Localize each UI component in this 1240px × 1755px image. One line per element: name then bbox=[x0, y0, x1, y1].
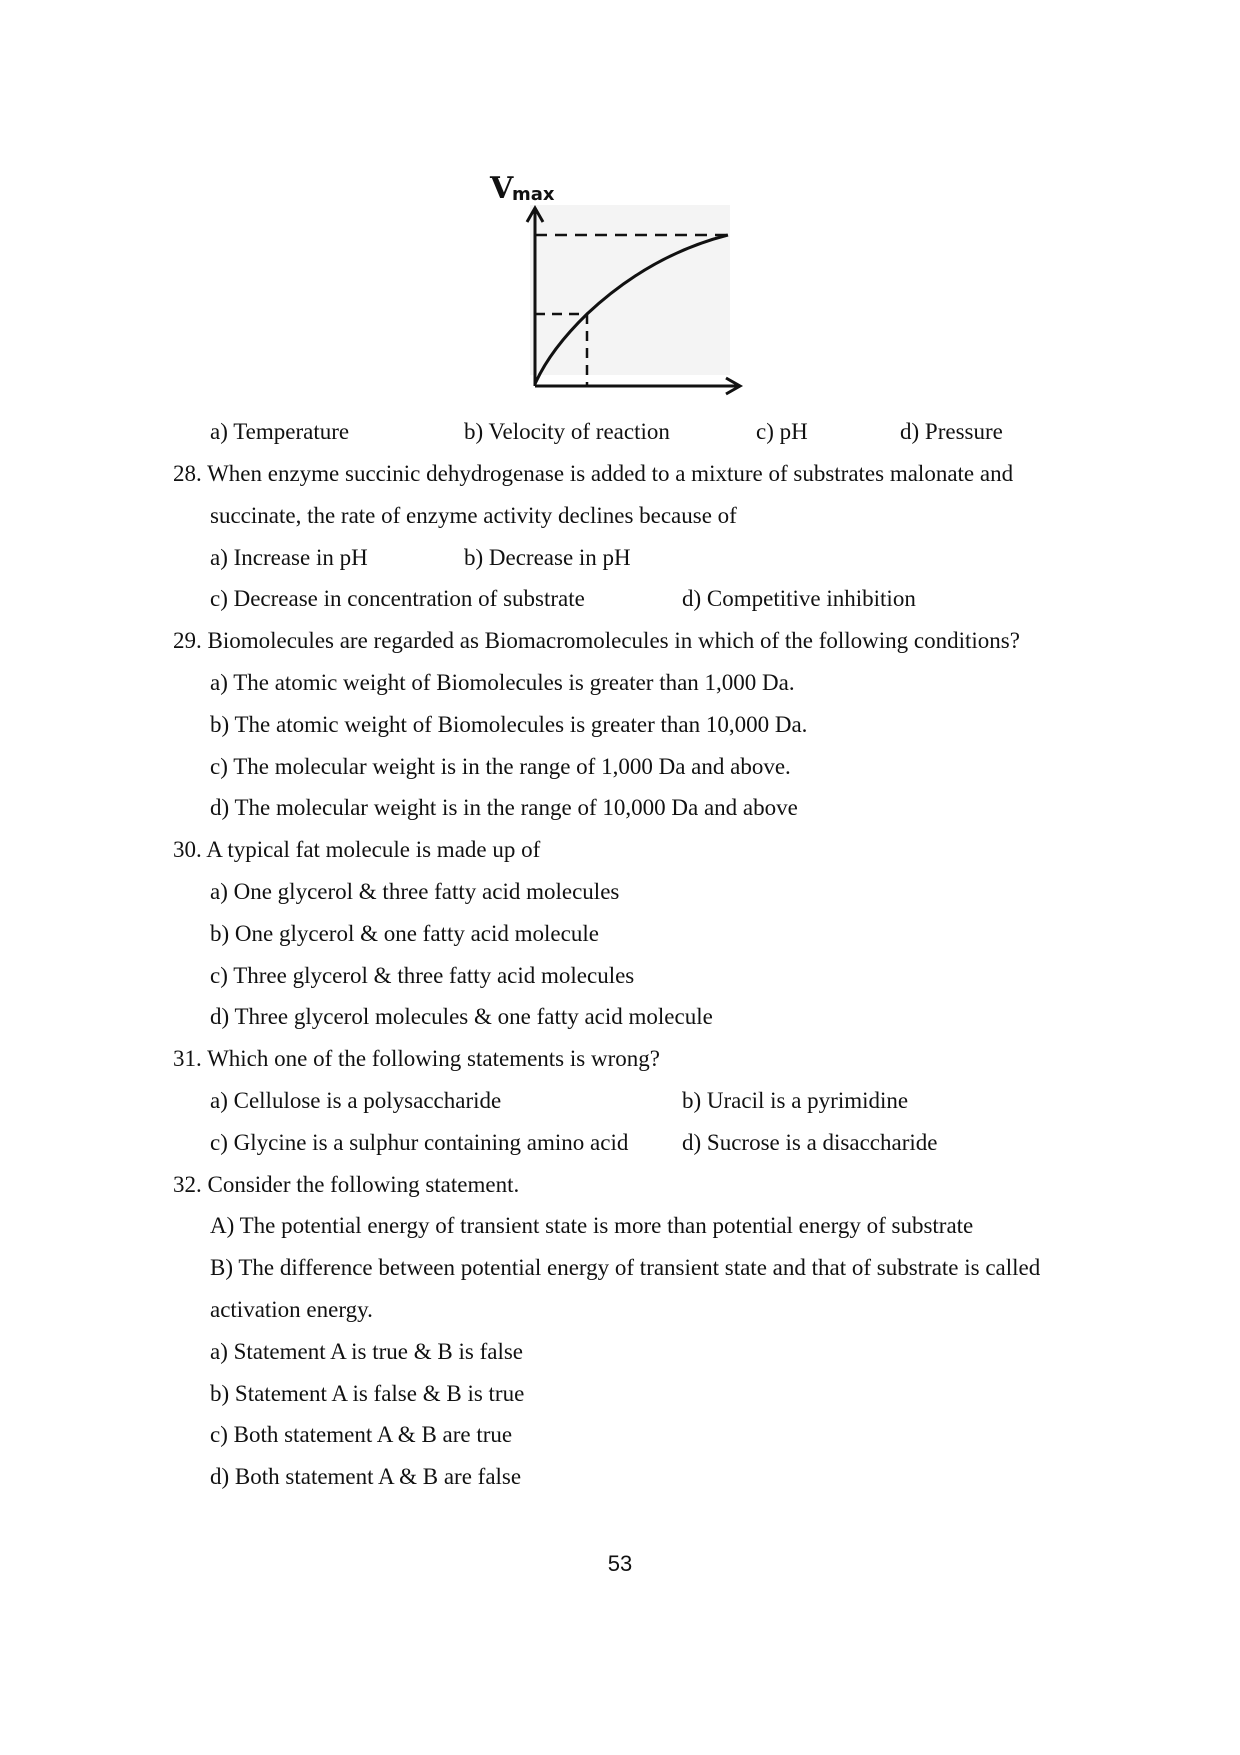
q29-option-b: b) The atomic weight of Biomolecules is greater than 10,000 Da. bbox=[210, 712, 808, 737]
graph-background bbox=[530, 205, 730, 375]
q30-option-c: c) Three glycerol & three fatty acid molecules bbox=[210, 963, 635, 988]
q30-option-d: d) Three glycerol molecules & one fatty acid molecule bbox=[210, 1004, 713, 1029]
q29-option-d: d) The molecular weight is in the range of 10,000 Da and above bbox=[210, 795, 798, 820]
q32-option-d: d) Both statement A & B are false bbox=[210, 1464, 522, 1489]
q29-option-a: a) The atomic weight of Biomolecules is greater than 1,000 Da. bbox=[210, 670, 795, 695]
q27-option-a: a) Temperature bbox=[210, 419, 350, 444]
q28-option-d: d) Competitive inhibition bbox=[682, 586, 916, 611]
q29-stem: 29. Biomolecules are regarded as Biomacromolecules in which of the following conditions? bbox=[173, 628, 1020, 653]
q29-option-c: c) The molecular weight is in the range of 1,000 Da and above. bbox=[210, 754, 791, 779]
q32-option-b: b) Statement A is false & B is true bbox=[210, 1381, 525, 1406]
q30-option-a: a) One glycerol & three fatty acid molecules bbox=[210, 879, 620, 904]
q28-option-c: c) Decrease in concentration of substrate bbox=[210, 586, 585, 611]
q31-stem: 31. Which one of the following statements is wrong? bbox=[173, 1046, 660, 1071]
q31-option-c: c) Glycine is a sulphur containing amino acid bbox=[210, 1130, 629, 1155]
q27-option-d: d) Pressure bbox=[900, 419, 1003, 444]
q32-option-c: c) Both statement A & B are true bbox=[210, 1422, 513, 1447]
q31-option-d: d) Sucrose is a disaccharide bbox=[682, 1130, 938, 1155]
q32-option-a: a) Statement A is true & B is false bbox=[210, 1339, 524, 1364]
q28-stem-line-2: succinate, the rate of enzyme activity declines because of bbox=[210, 503, 737, 528]
q31-option-a: a) Cellulose is a polysaccharide bbox=[210, 1088, 502, 1113]
q32-stem: 32. Consider the following statement. bbox=[173, 1172, 520, 1197]
q30-stem: 30. A typical fat molecule is made up of bbox=[173, 837, 541, 862]
q32-statement-a: A) The potential energy of transient state is more than potential energy of substrate bbox=[210, 1213, 974, 1238]
vmax-graph-figure bbox=[480, 160, 760, 400]
q32-statement-b-line-1: B) The difference between potential energy of transient state and that of substrate is called bbox=[210, 1255, 1041, 1280]
page-number: 53 bbox=[607, 1551, 633, 1576]
y-axis-label-subscript: max bbox=[512, 184, 555, 205]
q28-option-a: a) Increase in pH bbox=[210, 545, 368, 570]
q30-option-b: b) One glycerol & one fatty acid molecule bbox=[210, 921, 599, 946]
y-axis-label: V bbox=[490, 171, 514, 206]
q31-option-b: b) Uracil is a pyrimidine bbox=[682, 1088, 909, 1113]
q27-option-b: b) Velocity of reaction bbox=[464, 419, 670, 444]
q28-option-b: b) Decrease in pH bbox=[464, 545, 631, 570]
q27-option-c: c) pH bbox=[756, 419, 808, 444]
q32-statement-b-line-2: activation energy. bbox=[210, 1297, 373, 1322]
q28-stem-line-1: 28. When enzyme succinic dehydrogenase is added to a mixture of substrates malonate and bbox=[173, 461, 1014, 486]
